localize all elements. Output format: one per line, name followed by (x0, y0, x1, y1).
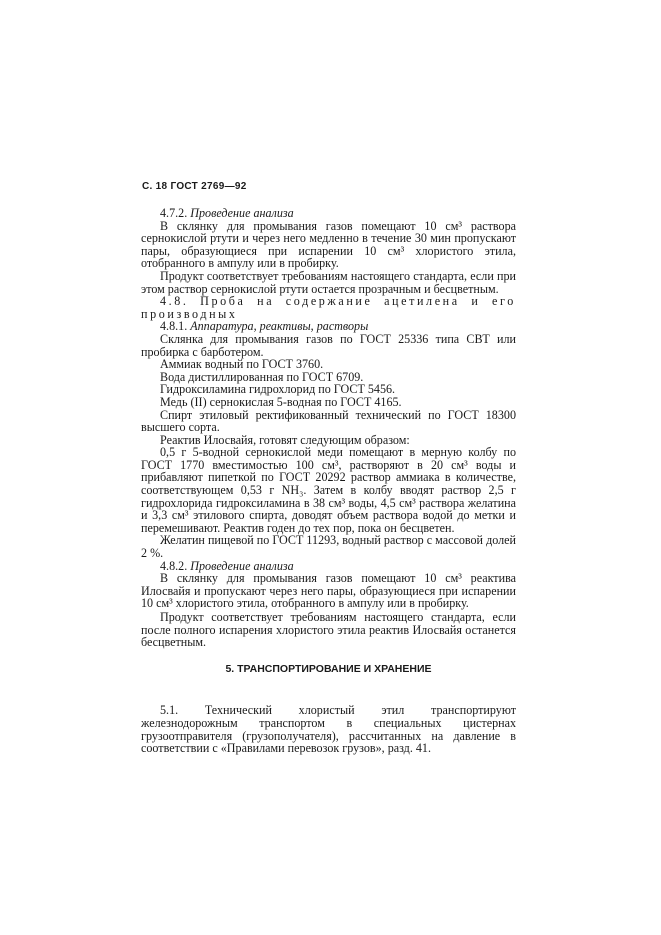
section-4-8-heading: 4.8. Проба на содержание ацетилена и его производных (141, 294, 516, 321)
list-item: Гидроксиламина гидрохлорид по ГОСТ 5456. (160, 382, 396, 397)
section-number: 4.8.2. (160, 558, 188, 573)
section-number: 4.8.1. (160, 319, 188, 334)
list-item: Вода дистиллированная по ГОСТ 6709. (160, 369, 364, 384)
section-title: Проведение анализа (190, 558, 294, 573)
paragraph: В склянку для промывания газов помещают 10 см³ раствора сернокислой ртути и через него медленно в течение 30 мин пропускают пары, образующиеся при испарении 10 см³ хлористого этила, отобранного в ампулу или в пробирку. (141, 218, 516, 271)
paragraph: Склянка для промывания газов по ГОСТ 25336 типа СВТ или пробирка с барботером. (141, 331, 516, 359)
paragraph: Продукт соответствует требованиям настоящего стандарта, если при этом раствор сернокислой ртути остается прозрачным и бесцветным. (141, 268, 516, 296)
paragraph: Продукт соответствует требованиям настоящего стандарта, если после полного испарения хлористого этила реактив Илосвайя останется бесцветным. (141, 610, 516, 650)
section-4-7-2-heading (141, 207, 516, 220)
list-item: Медь (II) сернокислая 5-водная по ГОСТ 4165. (160, 394, 402, 409)
paragraph: Желатин пищевой по ГОСТ 11293, водный раствор с массовой долей 2 %. (141, 533, 516, 561)
section-title: Проведение анализа (190, 206, 294, 220)
list-item: Аммиак водный по ГОСТ 3760. (160, 357, 324, 372)
section-title: Аппаратура, реактивы, растворы (190, 319, 369, 334)
paragraph: Спирт этиловый ректификованный технический по ГОСТ 18300 высшего сорта. (141, 407, 516, 435)
paragraph: 0,5 г 5-водной сернокислой меди помещают в мерную колбу по ГОСТ 1770 вместимостью 100 см³, растворяют в 20 см³ воды и прибавляют пипеткой по ГОСТ 20292 раствор аммиака в количестве, соответствующем 0,53 г NH₃. Затем в колбу вводят раствор 2,5 г гидрохлорида гидроксиламина в 38 см³ воды, 4,5 см³ раствора желатина и 3,3 см³ этилового спирта, доводят объем раствора водой до метки и перемешивают. Реактив годен до тех пор, пока он бесцветен. (141, 445, 516, 535)
section-number: 4.7.2. (160, 206, 188, 220)
paragraph: В склянку для промывания газов помещают 10 см³ реактива Илосвайя и пропускают через него пары, образующиеся при испарении 10 см³ хлористого этила, отобранного в ампулу или в пробирку. (141, 571, 516, 611)
paragraph: 5.1. Технический хлористый этил транспортируют железнодорожным транспортом в специальных цистернах грузоотправителя (грузополучателя), рассчитанных на давление в соответствии с «Правилами перевозок грузов», разд. 41. (141, 703, 516, 756)
page-header: С. 18 ГОСТ 2769—92 (142, 181, 247, 192)
document-body (141, 207, 516, 755)
section-5-heading: 5. ТРАНСПОРТИРОВАНИЕ И ХРАНЕНИЕ (225, 662, 432, 675)
paragraph: Реактив Илосвайя, готовят следующим образом: (160, 432, 410, 447)
